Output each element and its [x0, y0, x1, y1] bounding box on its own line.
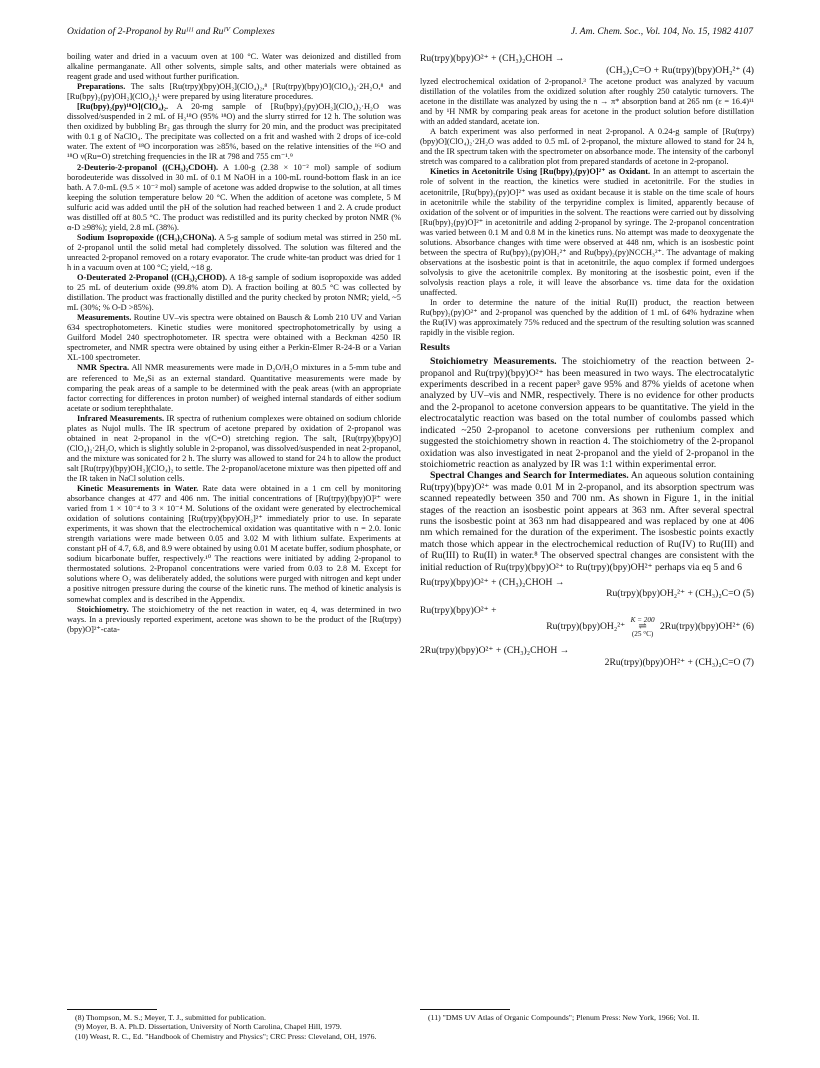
- paragraph-text: A 18-g sample of sodium isopropoxide was added to 25 mL of deuterium oxide (99.8% atom D). A fraction boiling at 80.5 °C was collected by distillation. The product was fractionally distilled and the purity checked by proton NMR; yield, ~5 mL (30%; % O-D >85%).: [67, 273, 401, 313]
- paragraph-heading: NMR Spectra.: [77, 363, 130, 373]
- left-footnotes: [67, 1013, 401, 1041]
- paragraph-text: All NMR measurements were made in D₂O/H₂O mixtures in a 5-mm tube and are referenced to Me₄Si as an external standard. Quantitative measurements were made by comparing the peak areas of a sample to be determined with the peak areas (with an appropriate factor correcting for differences in proton number) of weighed internal standards of either sodium acetate or sodium terephthalate.: [67, 363, 401, 413]
- paragraph-text: A 20-mg sample of [Ru(bpy)₂(py)OH₂](ClO₄)₂·H₂O was dissolved/suspended in 2 mL of H₂¹⁸O (95% ¹⁸O) and the slurry stirred for 12 h. The solution was then oxidized by bubbling Br₂ gas through the slurry for 20 min, and the product was precipitated with 0.1 g of NaClO₄. The precipitate was collected on a frit and washed with 2 drops of ice-cold water. The extent of ¹⁸O incorporation was ≥85%, based on the relative intensities of the ¹⁶O and ¹⁸O ν(Ru=O) stretching frequencies in the IR at 798 and 755 cm⁻¹.⁹: [67, 102, 401, 162]
- results-heading: Results: [420, 342, 450, 354]
- paragraph-stoichiometry: Stoichiometry Measurements. The stoichiometry of the reaction between 2-propanol and Ru(trpy)(bpy)O²⁺ has been measured in two ways. The electrocatalytic experiments described in a recent paper³ gave 95% and 87% yields of acetone when analyzed by UV–vis and NMR, respectively. There is no evidence for other products and the 2-propanol to acetone conversion appears to be quantitative. The yield in the electrocatalytic reaction was based on the total number of coulombs passed which indicated ~250 2-propanol to acetone conversions per ruthenium complex and suggested the stoichiometry shown in reaction 4. The stoichiometry of the 2-propanol oxidation was also investigated in neat 2-propanol and the yield of 2-propanol in the stoichiometric reaction as analyzed by IR was 1:1 within experimental error.: [420, 356, 754, 470]
- footnote: (9) Moyer, B. A. Ph.D. Dissertation, University of North Carolina, Chapel Hill, 1979.: [75, 1022, 342, 1032]
- journal-reference: J. Am. Chem. Soc., Vol. 104, No. 15, 1982 4107: [570, 26, 753, 37]
- paragraph-text: The stoichiometry of the net reaction in water, eq 4, was determined in two ways. In a previously reported experiment, acetone was shown to be the product of the [Ru(trpy)(bpy)O]²⁺-cata-: [67, 604, 401, 634]
- paragraph-heading: Preparations.: [77, 82, 126, 92]
- paragraph-text: Rate data were obtained in a 1 cm cell by monitoring absorbance changes at 477 and 406 nm. The initial concentrations of [Ru(trpy)(bpy)O]²⁺ were varied from 1 × 10⁻⁴ to 3 × 10⁻⁴ M. Solutions of the oxidant were generated by electrochemical oxidation of solutions containing [Ru(trpy)(bpy)OH₂]²⁺ immediately prior to use. In separate experiments, it was shown that the electrochemical oxidation was quantitative with n = 2.0. Ionic strength variations were made between 0.05 and 3.02 M with lithium sulfate. Experiments at constant pH of 4.7, 6.8, and 8.9 were obtained by using 0.01 M acetate buffer, sodium phosphate, or sodium bicarbonate buffer, respectively.¹⁰ The reactions were initiated by adding 2-propanol to thermostated solutions. 2-Propanol concentrations were varied from 0.03 to 2.8 M. Except for solutions where O₂ was deliberately added, the solutions were purged with nitrogen and kept under a positive nitrogen pressure during the course of the kinetic runs. The method of kinetic analysis is somewhat complex and is described in the Appendix.: [67, 484, 401, 604]
- paragraph-batch-experiment: A batch experiment was also performed in neat 2-propanol. A 0.24-g sample of [Ru(trpy)(bpy)O](ClO₄)₂·2H₂O was added to 0.5 mL of 2-propanol, the mixture allowed to stand for 24 h, and the IR spectrum taken with the spectrometer on absorbance mode. The intensity of the carbonyl stretch was compared to a calibration plot from prepared standards of acetone in 2-propanol.: [420, 127, 754, 167]
- left-paragraph: [67, 273, 401, 313]
- running-title: Oxidation of 2-Propanol by Ruᴵᴵᴵ and Ruᴵⱽ Complexes: [67, 26, 275, 37]
- footnote-rule-right: [420, 1009, 510, 1010]
- equation-5: Ru(trpy)(bpy)O²⁺ + (CH₃)₂CHOH → Ru(trpy)(bpy)OH₂²⁺ + (CH₃)₂C=O (5): [420, 576, 754, 600]
- right-column: [420, 52, 754, 669]
- paragraph-heading: [Ru(bpy)₂(py)¹⁸O](ClO₄)₂.: [77, 102, 169, 112]
- paragraph-text: A 5-g sample of sodium metal was stirred in 250 mL of 2-propanol until the solid metal had completely dissolved. The solution was filtered and the unreacted 2-propanol removed on a rotary evaporator. The crude white-tan product was dried for 1 h in a vacuum oven at 100 °C; yield, ~18 g.: [67, 232, 401, 272]
- paragraph-heading: Kinetic Measurements in Water.: [77, 484, 199, 494]
- footnote: (8) Thompson, M. S.; Meyer, T. J., submitted for publication.: [75, 1013, 266, 1022]
- paragraph-initial-product: In order to determine the nature of the initial Ru(II) product, the reaction between Ru(bpy)₂(py)O²⁺ and 2-propanol was quenched by the addition of 1 mL of 64% hydrazine when the Ru(IV) was approximately 75% reduced and the spectrum of the resulting solution was scanned rapidly in the visible region.: [420, 298, 754, 338]
- paragraph-heading: Sodium Isopropoxide ((CH₃)₂CHONa).: [77, 232, 217, 242]
- equation-4: Ru(trpy)(bpy)O²⁺ + (CH₃)₂CHOH → (CH₃)₂C=O + Ru(trpy)(bpy)OH₂²⁺ (4): [420, 53, 754, 76]
- left-paragraph: [67, 233, 401, 273]
- running-header: [67, 26, 753, 40]
- left-paragraph: [67, 102, 401, 162]
- paragraph-heading: O-Deuterated 2-Propanol ((CH₃)₂CHOD).: [77, 273, 228, 283]
- paragraph-kinetics-acetonitrile: Kinetics in Acetonitrile Using [Ru(bpy)₂(py)O]²⁺ as Oxidant. In an attempt to ascertain the role of solvent in the reaction, the kinetics were studied in acetonitrile. For the studies in acetonitrile, [Ru(bpy)₂(py)O]²⁺ was used as oxidant because it is stable on the time scale of hours in acetonitrile while the stability of the terpyridine complex is limited, apparently because of oxidation of the solvent or of impurities in the solvent. The reactions were carried out by dissolving [Ru(bpy)₂(py)O]²⁺ in acetonitrile and adding 2-propanol by syringe. The 2-propanol concentration was varied between 0.1 M and 0.8 M in the kinetics runs. No attempt was made to deoxygenate the solutions. Absorbance changes with time were observed at 448 nm, which is an isosbestic point between the spectra of Ru(bpy)₂(py)OH₂²⁺ and Ru(bpy)₂(py)NCCH₃²⁺. The advantage of making observations at the isosbestic point is that in acetonitrile, the aquo complex if formed undergoes solvolysis to give the acetonitrile complex. By monitoring at the isosbestic point, even if the solvolysis reaction plays a role, it will leave the absorbance vs. time data for the oxidation unaffected.: [420, 167, 754, 297]
- paragraph-heading: Stoichiometry.: [77, 604, 129, 614]
- left-paragraph: boiling water and dried in a vacuum oven at 100 °C. Water was deionized and distilled from alkaline permanganate. All other solvents, simple salts, and other materials were obtained as reagent grade and used without further purification.: [67, 52, 401, 82]
- equation-6: Ru(trpy)(bpy)O²⁺ + Ru(trpy)(bpy)OH₂²⁺ K = 200 ⇌ (25 °C) 2Ru(trpy)(bpy)OH²⁺ (6): [420, 604, 754, 639]
- left-paragraph: [67, 163, 401, 233]
- paragraph-text: Routine UV–vis spectra were obtained on Bausch & Lomb 210 UV and Varian 634 spectrophotometers. Kinetic studies were monitored spectrophotometrically by using a Guilford Model 240 spectrophotometer. IR spectra were obtained with a Beckman 4250 IR spectrometer, and NMR spectra were obtained by using either a Perkin-Elmer R-24-B or a Varian XL-100 spectrometer.: [67, 313, 401, 363]
- left-paragraph: [67, 605, 401, 635]
- paragraph-text: A 1.00-g (2.38 × 10⁻² mol) sample of sodium borodeuteride was dissolved in 30 mL of 0.1 M NaOH in a 100-mL round-bottom flask in an ice bath. A 7.0-mL (9.5 × 10⁻² mol) sample of acetone was added dropwise to the solution, at all times keeping the solution temperature below 20 °C. When the addition of acetone was complete, 5 M sulfuric acid was added until the pH of the solution had reached between 1 and 2. A crude product was distilled off at 80.5 °C. The product was redistilled and its purity checked by proton NMR (% α-D ≥98%); yield, 2.8 mL (38%).: [67, 162, 401, 232]
- paragraph-heading: 2-Deuterio-2-propanol ((CH₃)₂CDOH).: [77, 162, 219, 172]
- left-paragraph: [67, 82, 401, 102]
- paragraph-text: The salts [Ru(trpy)(bpy)OH₂](ClO₄)₂,⁸ [Ru(trpy)(bpy)O](ClO₄)₂·2H₂O,⁸ and [Ru(bpy)₂(py)OH₂](ClO₄)₂¹ were prepared by using literature procedures.: [67, 82, 401, 102]
- left-paragraph: [67, 313, 401, 363]
- footnote: (10) Weast, R. C., Ed. "Handbook of Chemistry and Physics"; CRC Press: Cleveland, OH, 1976.: [75, 1031, 377, 1041]
- paragraph-spectral-changes: Spectral Changes and Search for Intermediates. An aqueous solution containing Ru(trpy)(bpy)O²⁺ was made 0.01 M in 2-propanol, and its absorption spectrum was scanned repeatedly between 350 and 700 nm. As shown in Figure 1, in the initial stages of the reaction an isosbestic point appears at 363 nm. After several spectral runs the isosbestic point at 363 nm had disappeared and was replaced by one at 406 nm which remained for the duration of the experiment. The isosbestic points exactly match those which appear in the electrochemical reduction of Ru(IV) to Ru(III) and of Ru(III) to Ru(II) in water.⁸ The observed spectral changes are consistent with the initial reduction of Ru(trpy)(bpy)O²⁺ to Ru(trpy)(bpy)OH²⁺ perhaps via eq 5 and 6: [420, 470, 754, 573]
- paragraph-heading: Infrared Measurements.: [77, 413, 165, 423]
- footnote-rule-left: [67, 1009, 157, 1010]
- left-paragraph: [67, 414, 401, 484]
- equation-7: 2Ru(trpy)(bpy)O²⁺ + (CH₃)₂CHOH → 2Ru(trpy)(bpy)OH²⁺ + (CH₃)₂C=O (7): [420, 645, 754, 668]
- paragraph-acetone-analysis: lyzed electrochemical oxidation of 2-propanol.³ The acetone product was analyzed by vacuum distillation of the volatiles from the oxidized solution after roughly 250 catalytic turnovers. The acetone in the distillate was analyzed by using the n → π* absorption band at 265 nm (ε = 16.4)¹¹ and by ¹H NMR by comparing peak areas for acetone in the product solution before distillation with an added standard, acetate ion.: [420, 77, 754, 127]
- left-paragraph: [67, 484, 401, 605]
- right-footnotes: [420, 1013, 754, 1022]
- left-column: [67, 52, 401, 635]
- footnote: (11) "DMS UV Atlas of Organic Compounds"; Plenum Press: New York, 1966; Vol. II.: [428, 1013, 700, 1022]
- paragraph-heading: Measurements.: [77, 313, 132, 323]
- left-paragraph: [67, 363, 401, 413]
- paragraph-text: IR spectra of ruthenium complexes were obtained on sodium chloride plates as Nujol mulls. The IR spectrum of acetone prepared by oxidation of 2-propanol was obtained in neat 2-propanol in the ν(C=O) stretching region. The salt, [Ru(trpy)(bpy)O](ClO₄)₂·2H₂O, which is slightly soluble in 2-propanol, was dissolved/suspended in neat 2-propanol, and the mixture was sonicated for 2 h. The slurry was allowed to stand for 24 h to allow the product salt [Ru(trpy)(bpy)OH₂](ClO₄)₂ to settle. The 2-propanol/acetone mixture was then pipetted off and the IR taken in NaCl solution cells.: [67, 413, 401, 483]
